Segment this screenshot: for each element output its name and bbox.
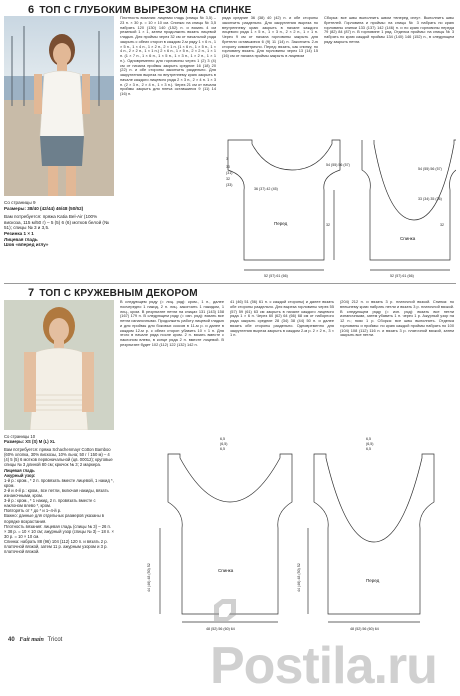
schema-7-top-3: 6,5	[220, 447, 225, 451]
caption-rib: Резинка 1 × 1	[4, 230, 34, 236]
section-6-number: 6	[28, 4, 35, 16]
caption-7-stockinette: Лицевая гладь	[4, 467, 35, 473]
section-7-title	[28, 287, 198, 299]
schema-7-back-width: 48 (52) 56 (60) 64	[206, 627, 235, 631]
caption-7-repeat: Повторять от * до * и 1–4-й р.	[4, 508, 62, 514]
section-6-text-col3: Сборка: все швы выполнить швом «вперед иглу». Выполнить швы бретелей. Горловина и проймы: на спицы № 3 набрать по краю горловины спинки 133 (137) 142 (146) п. и по краю горловины переда 79 (82) 84 (87) п. В горловине 1 ряд. Отделка проймы: на спицы № 3 набрать по краю каждой проймы 134 (140) 146 (152) п., в следующем ряду закрыть петли.	[324, 16, 454, 44]
section-7-number: 7	[28, 287, 35, 299]
section-6-caption	[4, 200, 114, 248]
caption-7-row3: 3-й р.: кром., * 1 накид, 2 п. провязать вместе с наклоном влево *, кром.	[4, 498, 96, 509]
magazine-suffix: Tricot	[47, 637, 63, 643]
schema-6-front-label: Перед	[274, 221, 288, 226]
schema-6-back-width: 52 (57) 61 (66)	[390, 274, 414, 278]
magazine-brand: Fait main	[19, 637, 44, 643]
schema-7-top-2: (6,5)	[220, 442, 228, 446]
caption-7-row2: 2-й и 4-й р.: кром., все петли, включая накиды, вязать изнаночными, кром.	[4, 487, 109, 499]
section-6-title	[28, 4, 252, 16]
caption-7-note: Важно: данные для отдельных размеров указаны в порядке возрастания.	[4, 513, 105, 524]
schema-6-dim-32: 32	[226, 177, 230, 181]
section-6-heading: ТОП С ГЛУБОКИМ ВЫРЕЗОМ НА СПИНКЕ	[39, 5, 252, 16]
model-photo-7	[4, 300, 114, 430]
watermark	[210, 576, 460, 696]
schema-7-front-height: 44 (46) 48 (50) 52	[297, 563, 301, 592]
schema-6-front-width: 52 (57) 61 (66)	[264, 274, 288, 278]
back-outline	[374, 140, 456, 220]
caption-7-back: Спинка: набрать 88 (96) 104 (112) 120 п. и вязать 2 р. платочной вязкой, затем 11 р. ажурным узором и 3 р. платочной вязкой.	[4, 538, 108, 555]
caption-stockinette: Лицевая гладь	[4, 236, 38, 242]
schema-7-top-1: 6,5	[220, 437, 225, 441]
section-6-text-col2: ряда средние 36 (38) 40 (42) п. и обе стороны закончить раздельно. Для закругления выреза по внутреннему краю закрыть в начале каждого лицевого ряда 1 × 5 п., 1 × 3 п., 2 × 2 п., 1 × 1 п. Через 9 см от начала горловины закрыть для бретели оставшиеся 6 (9) 11 (14) п. Закончить 2-ю сторону симметрично. Перед: вязать, как спинку, но горловину вязать. Для горловины через 13 (14) 15 (16) см от начала проймы закрыть в лицевом	[222, 16, 318, 58]
schema-7-top-6: 6,5	[366, 447, 371, 451]
section-7-heading: ТОП С КРУЖЕВНЫМ ДЕКОРОМ	[39, 288, 198, 299]
section-6-schematic	[222, 130, 456, 280]
caption-7-sizes: Размеры: XS (S) M (L) XL	[4, 439, 56, 445]
caption-sizes: Размеры: 38/40 (42/44) 46/48 (50/52)	[4, 205, 84, 211]
schema-6-back-side: 32	[440, 223, 444, 227]
section-7-caption	[4, 434, 114, 554]
caption-7-gauge: Плотность вязания: лицевая гладь (спицы № 3) – 26 п. × 38 р. = 10 × 10 см; ажурный узор (спицы № 3) – 18 п. × 30 р. = 10 × 10 см.	[4, 523, 114, 539]
schema-7-back-height: 44 (46) 48 (50) 52	[147, 563, 151, 592]
schema-6-back-depth: 33 (34) 35 (36)	[418, 197, 442, 201]
schema-7-back-label: Спинка	[218, 568, 234, 573]
watermark-text: Postila.ru	[210, 637, 437, 695]
caption-7-row1: 1-й р.: кром., * 2 п. провязать вместе лицевой, 1 накид *, кром.	[4, 477, 114, 488]
front-outline	[228, 140, 340, 260]
schema-7-top-4: 6,5	[366, 437, 371, 441]
model-photo-6	[4, 16, 114, 196]
caption-seam: Шов «вперед иглу»	[4, 242, 49, 248]
back-outline-sides	[362, 140, 456, 260]
schema-6-dim-33: (33)	[226, 183, 233, 187]
caption-7-materials: Вам потребуется: пряжа Schachenmayr Cotton Bamboo (60% хлопка, 30% вискозы, 10% льна; 50 г / 150 м) – 4 (4) 5 (5) 6 мотков первоначальной (цв. 00012); круговые спицы № 3 длиной 80 см; крючок № 3; 2 маркера.	[4, 447, 113, 468]
schema-6-back-height: 54 (55) 56 (57)	[418, 167, 442, 171]
section-7-text-col3: (204) 212 п. и вязать 3 р. платочной вязкой. Спинка: по внешнему краю набрать петли и вязать 3 р. платочной вязкой. В следующем ряду (= изн. ряд): вязать все петли изнаночными, затем убавить 1 п. через 1 р. Ажурный узор на 12 п.; пояс 1 р. Сборка: все швы выполнить. Отделка горловины и проймы: по краю каждой проймы набрать по 100 (104) 108 (112) 116 п. и вязать 3 р. платочной вязкой, затем закрыть все петли.	[340, 300, 454, 338]
schema-7-top-5: (6,5)	[366, 442, 374, 446]
caption-7-lace: Ажурный узор:	[4, 472, 36, 478]
schema-6-back-label: Спинка	[400, 236, 416, 241]
watermark-logo-icon	[210, 597, 240, 625]
schema-7-front-label: Перед	[366, 578, 380, 583]
caption-source: Со страницы 9	[4, 200, 36, 205]
section-6-text-col1: Плотность вязания: лицевая гладь (спицы № 3,5) – 23 п. × 30 р. = 10 × 10 см. Спинка: на спицы № 3,5 набрать 120 (130) 140 (152) п. и вязать 4 см резинкой 1 × 1, затем продолжить вязать лицевой гладью. Для проймы через 32 см от начальной ряда закрыть с обеих сторон в каждом 2-м ряду 1 × 6 п., 1 × 5 п., 1 × 4 п., 1 × 2 п., 2 × 1 п. (1 × 6 п., 1 × 5 п., 1 × 4 п., 2 × 2 п., 1 × 1 п.) 2 × 6 п., 1 × 5 п., 2 × 2 п., 1 × 1 п. (1 × 7 п., 1 × 6 п., 1 × 5 п., 1 × 3 п., 1 × 2 п., 1 × 1 п.). Одновременно для горловины через 1 (2) 3 (4) см от начала проймы закрыть средние 16 (18) 20 (22) п. и обе стороны закончить раздельно. Для закругления выреза по внутреннему краю закрыть в начале каждого лицевого ряда 2 × 3 п., 2 × 4 п. 1 × 3 п. (2 × 3 п., 2 × 4 п., 1 × 3 п.). Через 21 см от начала проймы закрыть для плеча оставшиеся 9 (11) 14 (16) п.	[120, 16, 216, 96]
section-6-photo	[4, 16, 114, 196]
section-7-photo	[4, 300, 114, 430]
schema-6-strap: 3	[226, 157, 228, 161]
schema-6-neck-width: 36 (37) 42 (45)	[254, 187, 278, 191]
section-7-text-col1: В следующем ряду (= лиц. ряд): кром., 1 п., далее поочередно 1 накид, 2 п. лиц. закончить 1 накидом, 1 лиц., кром. В результате петли на спицах 131 (143) 158 (167) 179 п. В следующем ряду (= изн. ряд): вязать все петли изнаночными. Продолжить работу лицевой гладью и для проймы для боковых скосов в 11-м р. и далее в каждом 12-м р. с обеих сторон убавить 10 × 1 п. Для этого в начале ряда после кром. 2 п. вязать вместе с наклоном влево, в конце ряда 2 п. вместе лицевой. В результате будет 102 (112) 122 (132) 142 п.	[120, 300, 224, 347]
section-divider	[4, 283, 456, 284]
schema-6-dim-30: 30	[226, 165, 230, 169]
schema-6-dim-31: (31)	[226, 171, 233, 175]
schema-7-front-width: 48 (52) 56 (60) 64	[350, 627, 379, 631]
schema-6-front-height: 54 (55) 56 (57)	[326, 163, 350, 167]
page-number: 40	[8, 637, 15, 643]
caption-materials: Вам потребуется: пряжа Katia Bel-Air (100% вискоза, 115 м/50 г) – 5 (5) 6 (6) мотков белой (№ 51); спицы № 3 и 3,5.	[4, 214, 109, 231]
caption-7-source: Со страницы 10	[4, 434, 36, 439]
page-footer	[8, 637, 62, 643]
schema-6-side-height: 32	[326, 223, 330, 227]
section-7-text-col2: 41 (46) 51 (56) 61 п. с каждой стороны) и далее вязать обе стороны раздельно. Для выреза горловины через 55 (57) 59 (61) 63 см закрыть в начале каждого лицевого ряда 1 × 6 п. Через 60 (62) 64 (66) 68 см от наборного ряда закрыть средние 28 (34) 38 (44) 50 п. и далее вязать обе стороны раздельно. Одновременно для закругления выреза закрыть в каждом 2-м р. 2 × 2 п., 3 × 1 п.	[230, 300, 334, 338]
